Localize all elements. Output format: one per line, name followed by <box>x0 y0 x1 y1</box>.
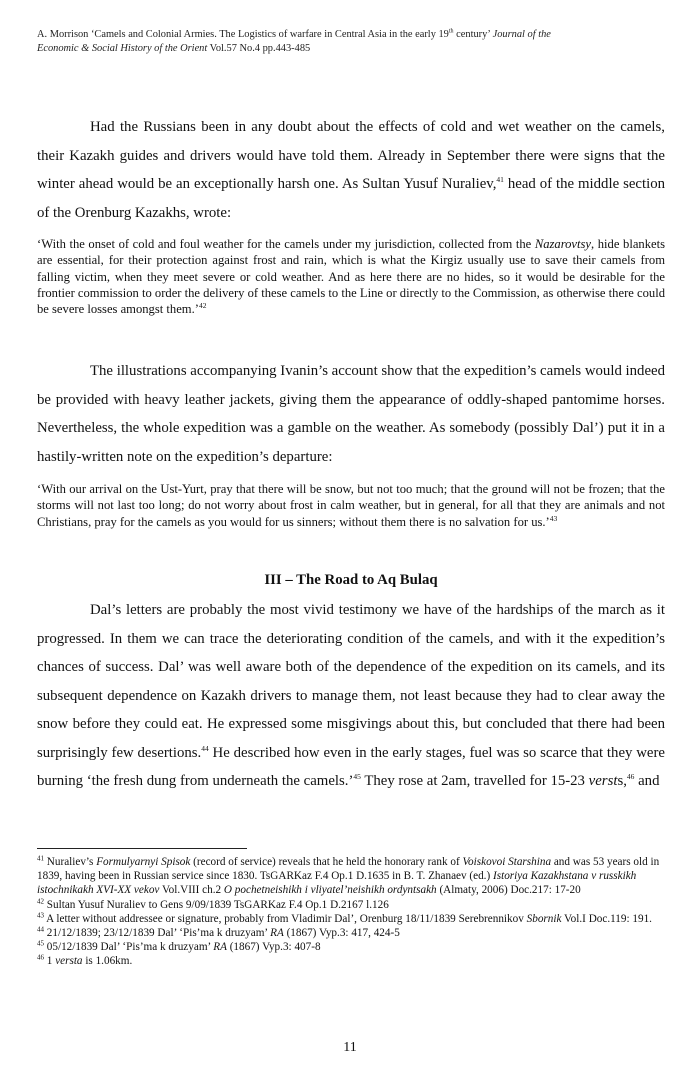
header-citation: Vol.57 No.4 pp.443-485 <box>207 43 311 54</box>
header-journal-part2: Economic & Social History of the Orient <box>37 43 208 54</box>
footnote-ref-42[interactable]: 42 <box>198 301 207 310</box>
paragraph-2: The illustrations accompanying Ivanin’s account show that the expedition’s camels would indeed be provided with heavy leather jackets, giving them the appearance of oddly-shaped pantomime horses. Nevertheless, the whole expedition was a gamble on the weather. As somebody (possibly Dal’) put it in a hastily-written note on the expedition’s departure: <box>37 363 665 465</box>
footnote-ref-43[interactable]: 43 <box>549 513 558 523</box>
footnote-ref-45[interactable]: 45 <box>353 772 361 782</box>
footnote-45: $^{45}$ 05/12/1839 Dal’ ‘Pis’ma k druzyam’ RA (1867) Vyp.3: 407-8 <box>37 939 321 954</box>
footnotes <box>37 855 665 969</box>
footnote-divider <box>37 848 247 849</box>
section-heading: III – The Road to Aq Bulaq <box>264 572 438 588</box>
footnote-44: $^{44}$ 21/12/1839; 23/12/1839 Dal’ ‘Pis’ma k druzyam’ RA (1867) Vyp.3: 417, 424-5 <box>37 925 400 940</box>
header-century: century’ <box>453 29 493 40</box>
block-quote-1: ‘With the onset of cold and foul weather for the camels under my jurisdiction, collected from the Nazarovtsy, hide blankets are essential, for their protection against frost and rain, which is what the Kirgiz usually use to save their camels from falling victim, when they meet severe or cold weather. And as here there are no hides, so it would be desirable for the frontier commission to order the delivery of these camels to the Line or directly to the Commission, as otherwise there could be severe losses amongst them.’$^{42}$ <box>37 237 665 317</box>
footnote-41: $^{41}$ Nuraliev’s Formulyarnyi Spisok (record of service) reveals that he held the honorary rank of Voiskovoi Starshina and was 53 years old in 1839, having been in Russian service since 1830. TsGARKaz F.4 Op.1 D.1635 in B. T. Zhanaev (ed.) Istoriya Kazakhstana v russkikh istochnikakh XVI-XX vekov Vol.VIII ch.2 O pochetneishikh i vliyatel’neishikh ordyntsakh (Almaty, 2006) Doc.217: 17-20 <box>37 854 660 897</box>
paragraph-1: Had the Russians been in any doubt about the effects of cold and wet weather on the camels, their Kazakh guides and drivers would have told them. Already in September there were signs that the winter ahead would be an exceptionally harsh one. As Sultan Yusuf Nuraliev,$^{41}$ head of the middle section of the Orenburg Kazakhs, wrote: <box>37 119 665 221</box>
footnote-42: $^{42}$ Sultan Yusuf Nuraliev to Gens 9/09/1839 TsGARKaz F.4 Op.1 D.2167 l.126 <box>37 896 389 911</box>
page-number: 11 <box>343 1040 357 1055</box>
footnote-ref-41[interactable]: 41 <box>496 175 504 185</box>
running-header <box>37 28 665 56</box>
footnote-43: $^{43}$ A letter without addressee or signature, probably from Vladimir Dal’, Orenburg 18/11/1839 Serebrennikov Sbornik Vol.I Doc.119: 191. <box>37 911 652 925</box>
paragraph-3: Dal’s letters are probably the most vivid testimony we have of the hardships of the march as it progressed. In them we can trace the deteriorating condition of the camels, and with it the expedition’s chances of success. Dal’ was well aware both of the dependence of the expedition on its camels, and its subsequent dependence on Kazakh drivers to manage them, not least because they had to clear away the snow before they could eat. He expressed some misgivings about this, but concluded that there had been surprisingly few desertions.$^{44}$ He described how even in the early stages, fuel was so scarce that they were burning ‘the fresh dung from underneath the camels.’$^{45}$ They rose at 2am, travelled for 15-23 versts,$^{46}$ and <box>37 602 665 789</box>
footnote-ref-44[interactable]: 44 <box>201 743 209 753</box>
header-journal-part1: Journal of the <box>492 29 551 40</box>
header-author-title: A. Morrison ‘Camels and Colonial Armies. The Logistics of warfare in Central Asia in the early 19 <box>37 29 449 40</box>
footnote-46: $^{46}$ 1 versta is 1.06km. <box>37 953 133 968</box>
block-quote-2: ‘With our arrival on the Ust-Yurt, pray that there will be snow, but not too much; that the ground will not be frozen; that the storms will not last too long; do not worry about frost in calm weather, but in general, for all that they are animals and not Christians, pray for the camels as you would for us sinners; without them there is no salvation for us.’$^{43}$ <box>37 482 665 529</box>
footnote-ref-46[interactable]: 46 <box>626 772 635 782</box>
header-ordinal-sup: th <box>448 28 454 35</box>
